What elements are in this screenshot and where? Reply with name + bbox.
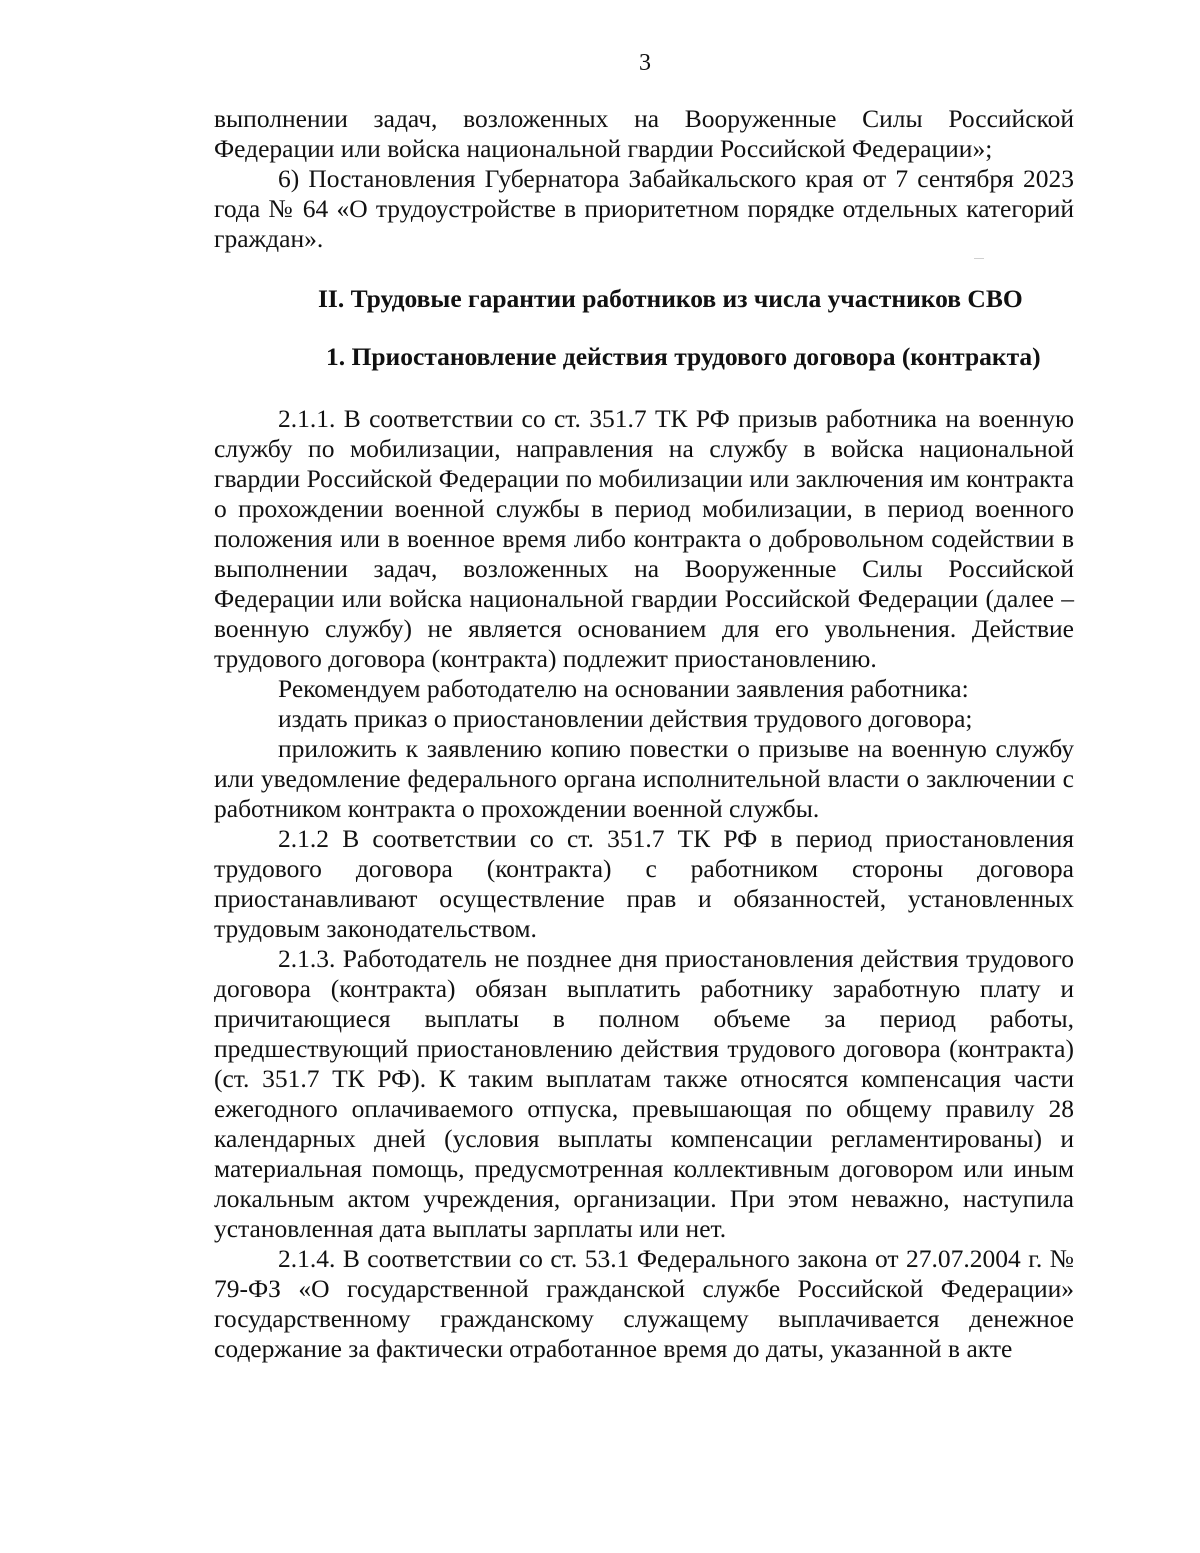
paragraph-2-1-2: 2.1.2 В соответствии со ст. 351.7 ТК РФ в период приостановления трудового договора (контракта) с работником стороны договора приостанавливают осуществление прав и обязанностей, установленных трудовым законодательством.	[214, 824, 1074, 943]
section-title: II. Трудовые гарантии работников из числа участников СВО	[318, 284, 1023, 313]
intro-block	[214, 104, 1074, 254]
page-number: 3	[639, 50, 651, 76]
scan-mark	[974, 258, 984, 259]
paragraph-2-1-1: 2.1.1. В соответствии со ст. 351.7 ТК РФ призыв работника на военную службу по мобилизации, направления на службу в войска национальной гвардии Российской Федерации по мобилизации или заключения им контракта о прохождении военной службы в период мобилизации, в период военного положения или в военное время либо контракта о добровольном содействии в выполнении задач, возложенных на Вооруженные Силы Российской Федерации или войска национальной гвардии Российской Федерации (далее – военную службу) не является основанием для его увольнения. Действие трудового договора (контракта) подлежит приостановлению.	[214, 404, 1074, 673]
subsection-title: 1. Приостановление действия трудового договора (контракта)	[326, 342, 1041, 371]
intro-continuation: выполнении задач, возложенных на Вооруженные Силы Российской Федерации или войска национальной гвардии Российской Федерации»;	[214, 104, 1074, 163]
intro-item-6: 6) Постановления Губернатора Забайкальского края от 7 сентября 2023 года № 64 «О трудоустройстве в приоритетном порядке отдельных категорий граждан».	[214, 164, 1074, 253]
paragraph-2-1-3: 2.1.3. Работодатель не позднее дня приостановления действия трудового договора (контракта) обязан выплатить работнику заработную плату и причитающиеся выплаты в полном объеме за период работы, предшествующий приостановлению действия трудового договора (контракта) (ст. 351.7 ТК РФ). К таким выплатам также относятся компенсация части ежегодного оплачиваемого отпуска, превышающая по общему правилу 28 календарных дней (условия выплаты компенсации регламентированы) и материальная помощь, предусмотренная коллективным договором или иным локальным актом учреждения, организации. При этом неважно, наступила установленная дата выплаты зарплаты или нет.	[214, 944, 1074, 1243]
paragraph-recommend-a: издать приказ о приостановлении действия трудового договора;	[278, 704, 973, 733]
paragraph-recommend: Рекомендуем работодателю на основании заявления работника:	[278, 674, 969, 703]
paragraph-recommend-b: приложить к заявлению копию повестки о призыве на военную службу или уведомление федерального органа исполнительной власти о заключении с работником контракта о прохождении военной службы.	[214, 734, 1074, 823]
paragraph-2-1-4: 2.1.4. В соответствии со ст. 53.1 Федерального закона от 27.07.2004 г. № 79-ФЗ «О государственной гражданской службе Российской Федерации» государственному гражданскому служащему выплачивается денежное содержание за фактически отработанное время до даты, указанной в акте	[214, 1244, 1074, 1363]
main-body	[214, 404, 1074, 1364]
